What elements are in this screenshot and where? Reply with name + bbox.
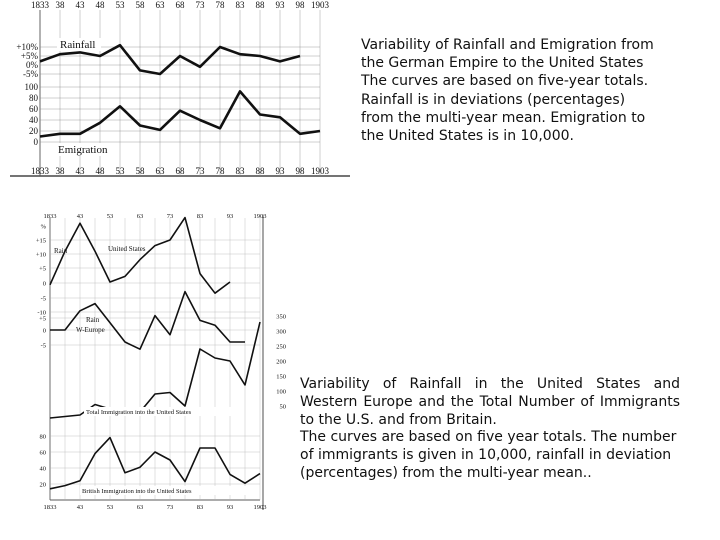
chart2-left-tick: 20 xyxy=(39,481,46,489)
chart2-label-total: Total Immigration into the United States xyxy=(86,409,192,416)
chart2-label-rain-we: Rain xyxy=(86,316,100,324)
chart1-svg xyxy=(0,0,350,185)
chart1-emig-tick: 80 xyxy=(29,93,38,103)
chart1-x-tick-top: 38 xyxy=(55,0,65,10)
chart1-x-tick-top: 83 xyxy=(235,0,245,10)
chart2-left-tick: -5 xyxy=(40,342,46,350)
chart1-x-tick-top: 73 xyxy=(195,0,205,10)
chart2-left-tick: -5 xyxy=(40,295,46,303)
chart1-x-tick-top: 43 xyxy=(75,0,85,10)
caption-top-body: The curves are based on five-year totals. Rainfall is in deviations (percentages) from the multi-year mean. Emigration to the United States is in 10,000. xyxy=(361,73,649,145)
chart1-x-tick-top: 1833 xyxy=(31,0,49,10)
chart2-left-tick: 60 xyxy=(39,449,46,457)
caption-bottom-heading: Variability of Rainfall in the United States and Western Europe and the Total Number of Immigrants to the U.S. and from Britain. xyxy=(300,376,680,428)
chart2-x-tick-top: 1903 xyxy=(253,213,267,220)
chart1-rain-tick: 0% xyxy=(26,60,38,70)
chart2-x-tick-bottom: 43 xyxy=(76,504,84,511)
chart2-label-rain: Rain xyxy=(54,247,68,255)
chart2-x-tick-bottom: 53 xyxy=(106,504,114,511)
chart2-right-tick: 50 xyxy=(279,403,286,411)
chart1-x-tick-top: 63 xyxy=(155,0,165,10)
chart1-x-tick-top: 58 xyxy=(135,0,145,10)
chart1-x-tick-bottom: 43 xyxy=(75,166,85,176)
chart1-x-tick-top: 88 xyxy=(255,0,265,10)
chart2-x-tick-bottom: 1903 xyxy=(253,504,267,511)
chart1-x-tick-top: 98 xyxy=(295,0,305,10)
chart1-x-tick-bottom: 78 xyxy=(215,166,225,176)
chart1-label-emigration: Emigration xyxy=(58,144,108,156)
chart2-right-tick: 100 xyxy=(276,388,286,396)
chart1-x-tick-bottom: 1903 xyxy=(311,166,329,176)
chart2-label-rain-we-2: W-Europe xyxy=(76,326,105,334)
chart2-x-tick-bottom: 63 xyxy=(136,504,144,511)
caption-top-heading: Variability of Rainfall and Emigration from the German Empire to the United States xyxy=(361,37,654,72)
chart1-x-tick-top: 1903 xyxy=(311,0,329,10)
chart1-label-rainfall: Rainfall xyxy=(60,39,96,51)
chart1-x-tick-bottom: 58 xyxy=(135,166,145,176)
chart2-x-tick-bottom: 1833 xyxy=(43,504,57,511)
chart1-emig-tick: 100 xyxy=(24,82,38,92)
chart1-x-tick-bottom: 53 xyxy=(115,166,125,176)
chart2-left-tick: % xyxy=(40,223,46,231)
chart2-right-tick: 150 xyxy=(276,373,286,381)
chart2-left-tick: +15 xyxy=(35,237,46,245)
chart1-x-tick-top: 48 xyxy=(95,0,105,10)
chart2-label-us: United States xyxy=(108,245,146,253)
chart2-left-tick: +5 xyxy=(39,315,46,323)
chart2-x-tick-top: 1833 xyxy=(43,213,57,220)
chart2-left-tick: 80 xyxy=(39,433,46,441)
german-emigration-chart xyxy=(0,0,350,185)
caption-bottom xyxy=(300,376,680,483)
chart2-svg xyxy=(28,210,290,515)
chart1-x-tick-bottom: 1833 xyxy=(31,166,49,176)
chart1-x-tick-bottom: 73 xyxy=(195,166,205,176)
chart1-x-tick-bottom: 98 xyxy=(295,166,305,176)
chart1-x-tick-top: 78 xyxy=(215,0,225,10)
chart2-right-tick: 350 xyxy=(276,313,286,321)
chart2-x-tick-top: 63 xyxy=(136,213,144,220)
chart2-left-tick: +10 xyxy=(35,251,46,259)
chart1-x-tick-bottom: 38 xyxy=(55,166,65,176)
chart1-x-tick-top: 93 xyxy=(275,0,285,10)
chart2-x-tick-top: 73 xyxy=(166,213,174,220)
us-europe-immigration-chart xyxy=(28,210,290,515)
chart1-x-tick-bottom: 88 xyxy=(255,166,265,176)
chart1-rain-tick: -5% xyxy=(23,69,38,79)
chart1-x-tick-top: 53 xyxy=(115,0,125,10)
chart2-left-tick: 0 xyxy=(42,280,46,288)
chart2-left-tick: -10 xyxy=(37,309,46,317)
chart2-x-tick-top: 43 xyxy=(76,213,84,220)
chart2-left-tick: 0 xyxy=(42,327,46,335)
chart2-right-tick: 300 xyxy=(276,328,286,336)
caption-bottom-body: The curves are based on five year totals. The number of immigrants is given in 10,000, rainfall in deviation (percentages) from the multi-year mean.. xyxy=(300,429,677,481)
chart1-rain-tick: +5% xyxy=(20,51,38,61)
chart1-x-tick-bottom: 83 xyxy=(235,166,245,176)
chart1-x-tick-bottom: 48 xyxy=(95,166,105,176)
chart2-series-rain-we xyxy=(50,292,245,350)
chart1-emig-tick: 0 xyxy=(33,137,38,147)
caption-top xyxy=(361,36,661,145)
chart1-emig-tick: 60 xyxy=(29,104,38,114)
chart1-emig-tick: 20 xyxy=(29,126,38,136)
chart2-right-tick: 250 xyxy=(276,343,286,351)
chart2-x-tick-top: 53 xyxy=(106,213,114,220)
chart2-x-tick-bottom: 93 xyxy=(226,504,234,511)
chart1-x-tick-top: 68 xyxy=(175,0,185,10)
chart2-label-british: British Immigration into the United States xyxy=(82,488,192,495)
chart2-x-tick-bottom: 83 xyxy=(196,504,204,511)
chart2-left-tick: +5 xyxy=(39,265,46,273)
chart1-x-tick-bottom: 63 xyxy=(155,166,165,176)
chart1-emig-tick: 40 xyxy=(29,115,38,125)
chart2-x-tick-top: 93 xyxy=(226,213,234,220)
chart2-x-tick-top: 83 xyxy=(196,213,204,220)
chart2-right-tick: 200 xyxy=(276,358,286,366)
chart1-x-tick-bottom: 68 xyxy=(175,166,185,176)
chart2-left-tick: 40 xyxy=(39,465,46,473)
chart1-x-tick-bottom: 93 xyxy=(275,166,285,176)
chart2-x-tick-bottom: 73 xyxy=(166,504,174,511)
chart1-rain-tick: +10% xyxy=(16,42,38,52)
